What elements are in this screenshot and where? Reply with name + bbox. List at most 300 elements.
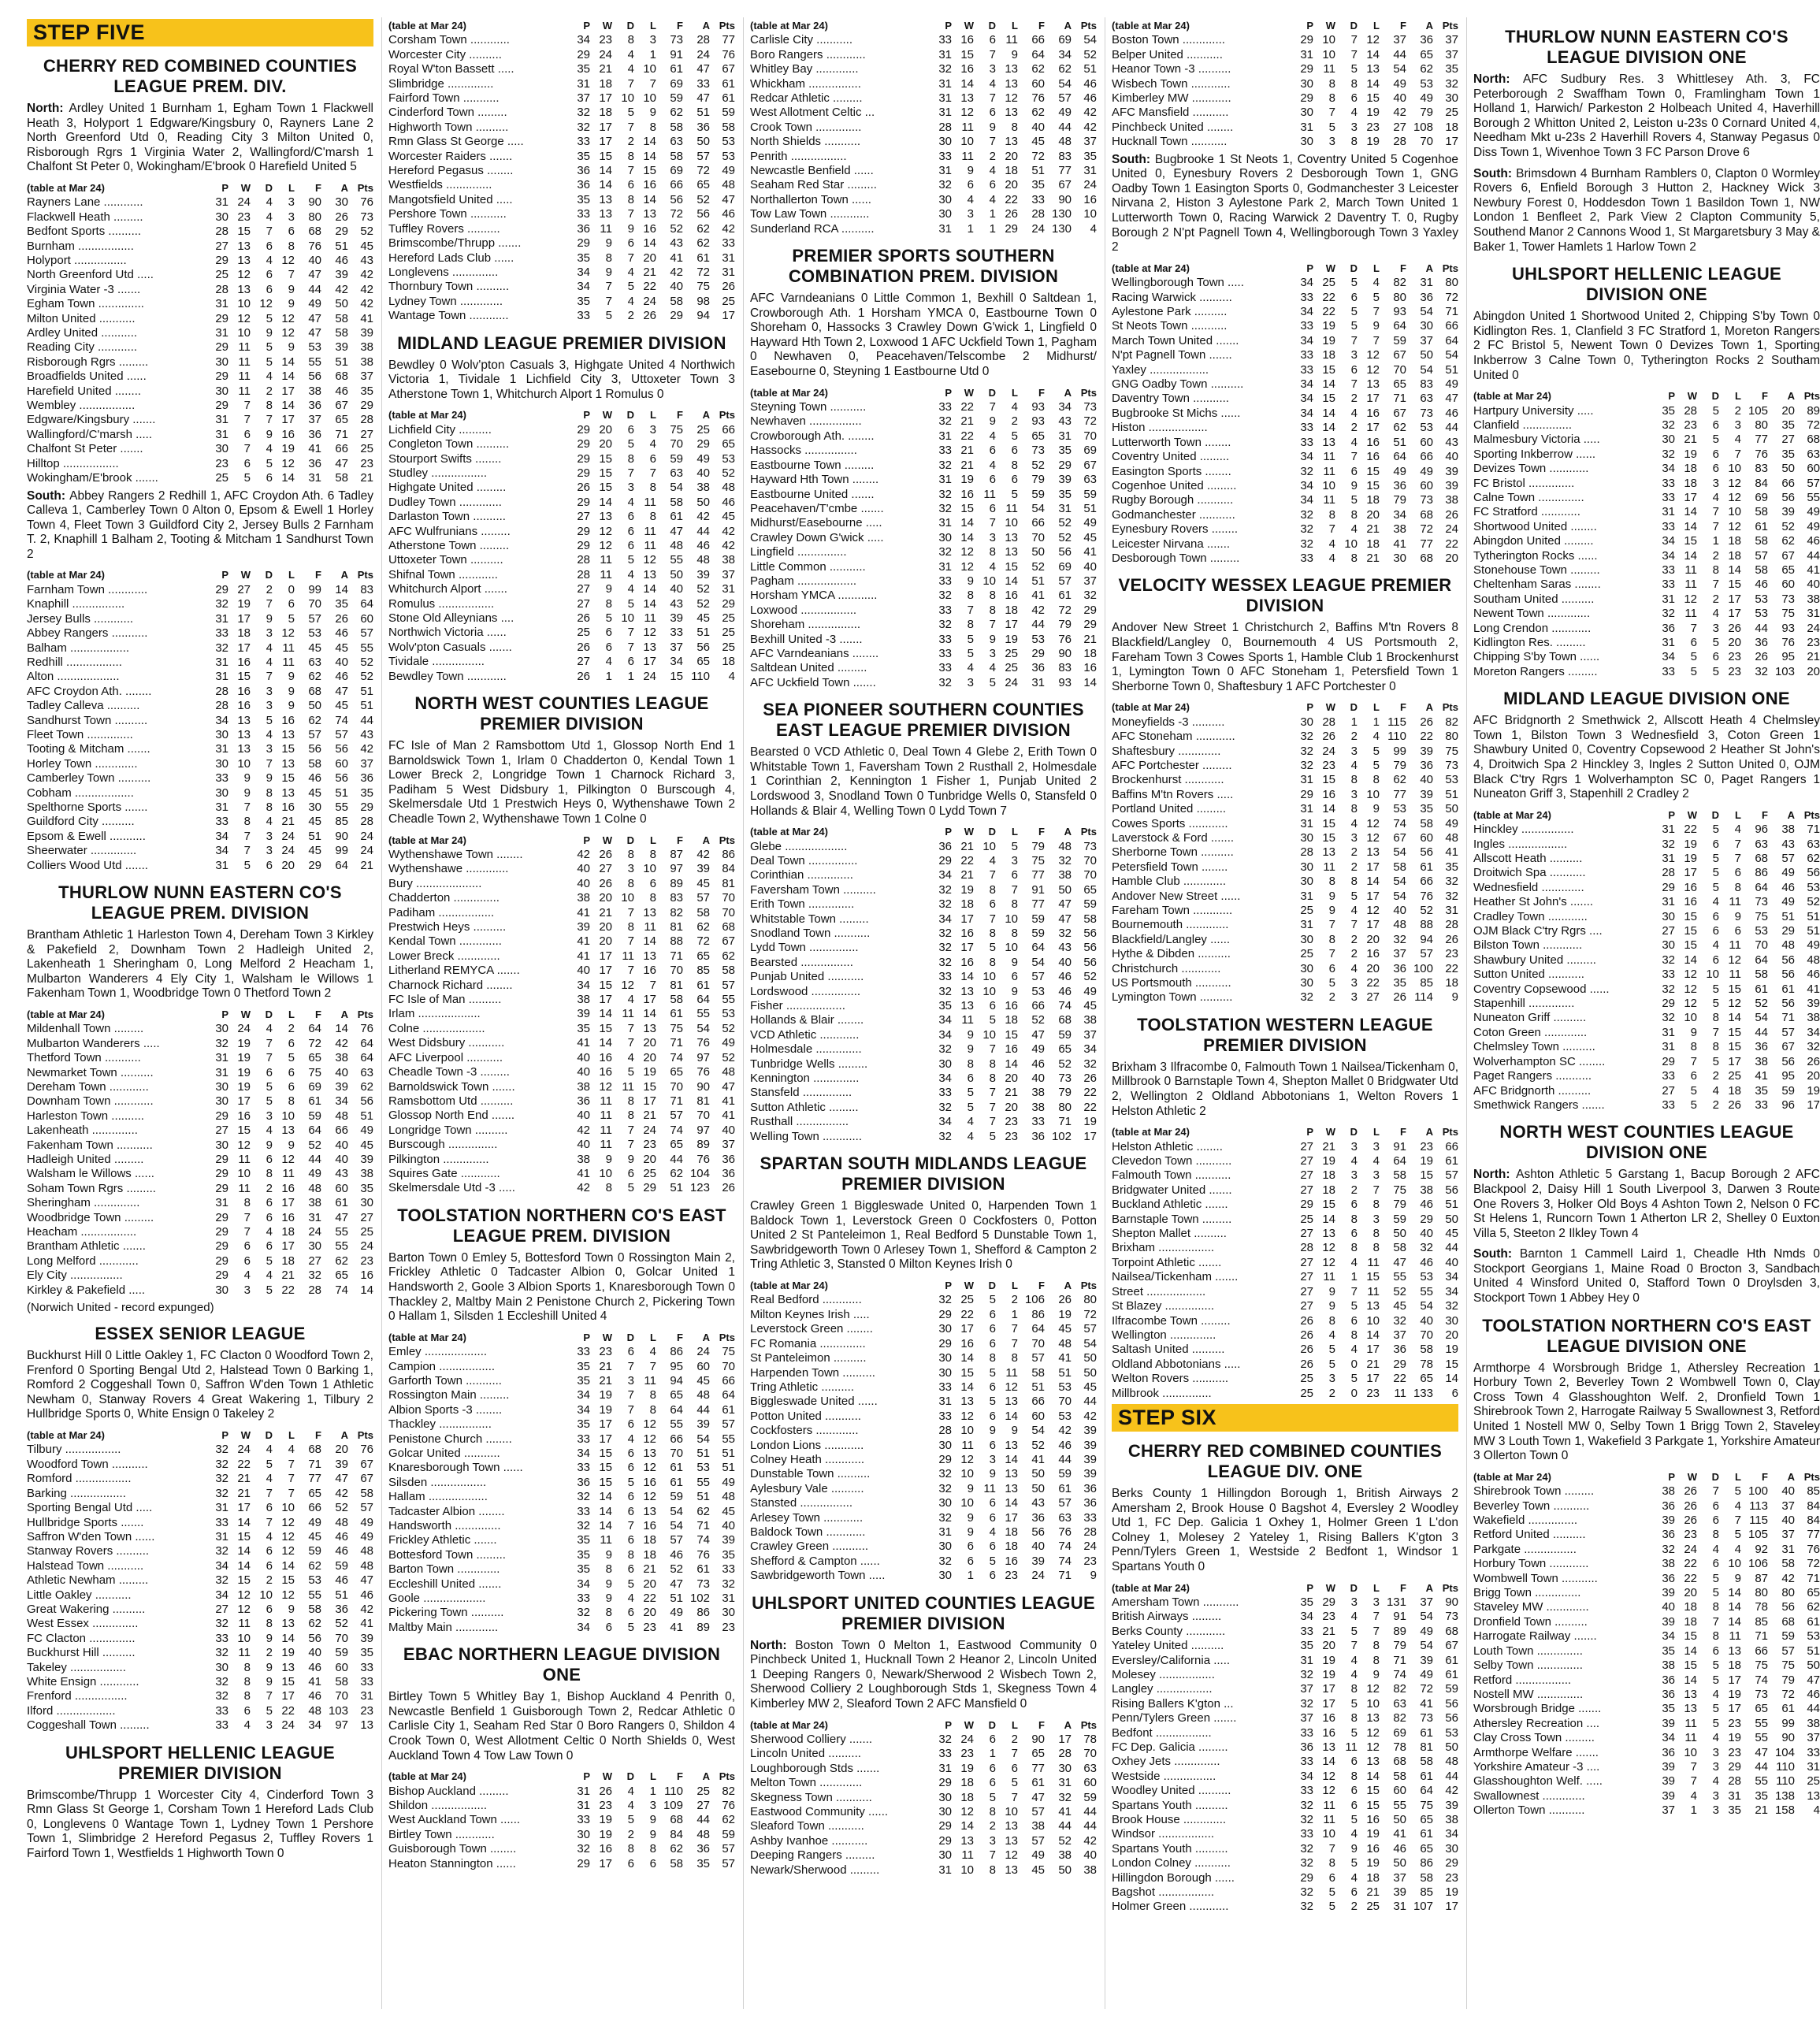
- table-row: [27, 583, 373, 597]
- stat-cell: 45: [1083, 1380, 1097, 1394]
- stat-cell: 7: [649, 466, 656, 480]
- stat-cell: 28: [1083, 1525, 1097, 1539]
- stat-cell: 95: [1781, 1069, 1795, 1083]
- team-name: Erith Town ..............: [750, 897, 855, 912]
- stat-cell: 6: [266, 268, 273, 282]
- stat-cell: 30: [1445, 1313, 1458, 1328]
- league-title: SEA PIONEER SOUTHERN COUNTIES EAST LEAGUE PREMIER DIVISION: [763, 700, 1084, 741]
- stat-cell: 5: [1734, 1528, 1741, 1542]
- table-row: [388, 641, 735, 655]
- stat-cell: 5: [1712, 866, 1719, 880]
- league-title: THURLOW NUNN EASTERN CO'S LEAGUE PREM. DIVISION: [58, 882, 342, 923]
- team-name: Kendal Town .............: [388, 934, 502, 949]
- team-name: Frenford ................: [27, 1689, 128, 1703]
- stat-cell: 32: [1300, 464, 1313, 478]
- stat-cell: 5: [1350, 62, 1358, 76]
- stat-cell: 52: [696, 596, 710, 611]
- stat-cell: 16: [281, 1210, 295, 1224]
- stat-cell: 40: [1393, 904, 1406, 917]
- table-header-cell: L: [288, 1429, 295, 1442]
- stat-cell: 14: [1728, 1586, 1741, 1600]
- stat-cell: 3: [266, 699, 273, 713]
- stat-cell: 37: [1662, 1803, 1675, 1818]
- stat-cell: 48: [696, 1827, 710, 1841]
- team-name: Tytherington Rocks ......: [1473, 548, 1598, 563]
- stat-cell: 89: [1393, 1624, 1406, 1638]
- team-name: AFC Uckfield Town .......: [750, 675, 876, 689]
- team-name: Colney Heath ............: [750, 1452, 865, 1466]
- stat-cell: 29: [1300, 1198, 1313, 1212]
- stat-cell: 16: [643, 221, 656, 236]
- team-name: Retford .................: [1473, 1673, 1572, 1687]
- stat-cell: 4: [266, 655, 273, 669]
- stat-cell: 53: [696, 1461, 710, 1475]
- league-table: [388, 1770, 735, 1871]
- stat-cell: 17: [1366, 860, 1380, 874]
- team-name: Colliers Wood Utd .......: [27, 858, 148, 872]
- stat-cell: 35: [577, 192, 590, 206]
- stat-cell: 42: [722, 524, 735, 538]
- stat-cell: 16: [1366, 450, 1380, 464]
- stat-cell: 50: [1031, 545, 1045, 559]
- stat-cell: 33: [360, 1660, 373, 1674]
- stat-cell: 8: [1328, 932, 1335, 946]
- stat-cell: 7: [1372, 1624, 1380, 1638]
- stat-cell: 11: [282, 1167, 295, 1181]
- stat-cell: 83: [1058, 149, 1072, 163]
- stat-cell: 8: [605, 1606, 612, 1620]
- stat-cell: 14: [599, 1490, 612, 1504]
- stat-cell: 24: [360, 844, 373, 858]
- stat-cell: 26: [1728, 621, 1741, 635]
- stat-cell: 34: [1083, 1042, 1097, 1057]
- table-row: [27, 428, 373, 442]
- stat-cell: 30: [938, 1569, 952, 1583]
- stat-cell: 4: [967, 661, 974, 675]
- stat-cell: 37: [1083, 574, 1097, 588]
- stat-cell: 33: [1083, 1510, 1097, 1525]
- stat-cell: 9: [1328, 1284, 1335, 1298]
- stat-cell: 6: [288, 597, 295, 611]
- team-name: Litherland REMYCA .......: [388, 964, 520, 978]
- stat-cell: 49: [308, 297, 321, 311]
- stat-cell: 7: [243, 442, 251, 456]
- stat-cell: 22: [1684, 1571, 1697, 1585]
- stat-cell: 27: [1300, 1183, 1313, 1197]
- stat-cell: 49: [722, 164, 735, 178]
- stat-cell: 4: [1350, 406, 1358, 420]
- stat-cell: 34: [1300, 1769, 1313, 1783]
- stat-cell: 18: [960, 897, 974, 912]
- stat-cell: 39: [1445, 1798, 1458, 1812]
- stat-cell: 48: [696, 553, 710, 567]
- table-row: [1112, 1827, 1458, 1841]
- table-row: [750, 429, 1097, 444]
- table-row: [750, 164, 1097, 178]
- team-name: AFC Liverpool ...........: [388, 1050, 503, 1064]
- stat-cell: 4: [266, 641, 273, 655]
- team-name: Holmesdale ..............: [750, 1042, 862, 1057]
- stat-cell: 7: [989, 47, 996, 61]
- stat-cell: 1: [627, 669, 634, 683]
- stat-cell: 4: [627, 1784, 634, 1798]
- stat-cell: 32: [938, 589, 952, 603]
- stat-cell: 9: [266, 427, 273, 441]
- stat-cell: 29: [360, 800, 373, 814]
- stat-cell: 63: [670, 466, 683, 480]
- stat-cell: 26: [577, 611, 590, 625]
- stat-cell: 33: [938, 603, 952, 617]
- stat-cell: 46: [1058, 984, 1072, 998]
- table-header-cell: (table at Mar 24): [27, 1429, 105, 1442]
- stat-cell: 77: [1755, 433, 1768, 447]
- stat-cell: 6: [1350, 1227, 1358, 1241]
- stat-cell: 7: [243, 399, 251, 413]
- stat-cell: 38: [1420, 1183, 1433, 1197]
- stat-cell: 52: [722, 466, 735, 480]
- stat-cell: 5: [989, 1395, 996, 1409]
- stat-cell: 40: [1058, 955, 1072, 969]
- table-header-cell: W: [240, 1429, 251, 1442]
- stat-cell: 36: [577, 221, 590, 236]
- stat-cell: 44: [1445, 1769, 1458, 1783]
- stat-cell: 11: [1684, 607, 1697, 621]
- table-row: [750, 473, 1097, 487]
- stat-cell: 39: [1807, 997, 1820, 1011]
- stat-cell: 4: [266, 210, 273, 224]
- stat-cell: 55: [335, 1225, 348, 1239]
- stat-cell: 6: [605, 1620, 612, 1634]
- table-row: [750, 604, 1097, 618]
- stat-cell: 6: [266, 1558, 273, 1573]
- table-header-cell: A: [1064, 20, 1072, 32]
- stat-cell: 23: [1366, 120, 1380, 134]
- stat-cell: 45: [722, 510, 735, 524]
- stat-cell: 26: [1300, 1357, 1313, 1371]
- stat-cell: 6: [1011, 970, 1018, 984]
- stat-cell: 9: [288, 282, 295, 296]
- stat-cell: 31: [938, 221, 952, 236]
- stat-cell: 44: [1807, 1702, 1820, 1716]
- stat-cell: 29: [335, 225, 348, 239]
- stat-cell: 23: [599, 1345, 612, 1359]
- stat-cell: 30: [1300, 830, 1313, 845]
- stat-cell: 12: [621, 978, 634, 992]
- table-header-cell: (table at Mar 24): [27, 569, 105, 581]
- stat-cell: 8: [266, 1617, 273, 1631]
- stat-cell: 80: [1445, 730, 1458, 744]
- stat-cell: 7: [627, 905, 634, 919]
- stat-cell: 38: [1662, 1557, 1675, 1571]
- stat-cell: 15: [1366, 464, 1380, 478]
- team-name: Portland United .........: [1112, 802, 1227, 816]
- stat-cell: 29: [1662, 1054, 1675, 1068]
- table-header-cell: F: [315, 181, 321, 194]
- stat-cell: 7: [243, 800, 251, 814]
- stat-cell: 38: [577, 891, 590, 905]
- table-row: [388, 670, 735, 684]
- table-row: [27, 355, 373, 370]
- table-row: [388, 1374, 735, 1388]
- table-row: [1112, 348, 1458, 362]
- team-name: Hucknall Town ...........: [1112, 135, 1228, 149]
- stat-cell: 36: [1662, 1673, 1675, 1687]
- table-row: [1473, 1731, 1820, 1745]
- stat-cell: 6: [266, 282, 273, 296]
- table-row: [388, 1577, 735, 1592]
- team-name: White Ensign ............: [27, 1674, 139, 1688]
- table-row: [27, 1269, 373, 1283]
- stat-cell: 58: [670, 993, 683, 1007]
- table-row: [1112, 1697, 1458, 1711]
- stat-cell: 60: [335, 756, 348, 771]
- stat-cell: 72: [696, 934, 710, 949]
- stat-cell: 9: [605, 236, 612, 251]
- stat-cell: 29: [1031, 646, 1045, 660]
- stat-cell: 62: [1058, 62, 1072, 76]
- table-header-cell: F: [1038, 1280, 1045, 1292]
- stat-cell: 20: [1366, 932, 1380, 946]
- table-header-cell: L: [650, 409, 656, 422]
- stat-cell: 34: [577, 280, 590, 294]
- stat-cell: 79: [1031, 839, 1045, 853]
- table-row: [750, 1525, 1097, 1540]
- stat-cell: 42: [670, 265, 683, 279]
- table-row: [27, 1254, 373, 1269]
- stat-cell: 20: [1445, 1328, 1458, 1342]
- stat-cell: 7: [266, 225, 273, 239]
- stat-cell: 7: [627, 640, 634, 654]
- region-label: North:: [1473, 72, 1524, 86]
- stat-cell: 34: [577, 1388, 590, 1402]
- stat-cell: 27: [577, 510, 590, 524]
- table-row: [750, 574, 1097, 589]
- team-name: Tunbridge Wells .........: [750, 1057, 868, 1071]
- table-row: [1473, 418, 1820, 433]
- table-row: [1112, 1900, 1458, 1914]
- stat-cell: 9: [605, 1152, 612, 1166]
- stat-cell: 38: [1445, 1813, 1458, 1826]
- stat-cell: 61: [670, 1461, 683, 1475]
- stat-cell: 26: [1807, 1054, 1820, 1068]
- stat-cell: 6: [266, 858, 273, 872]
- stat-cell: 13: [643, 207, 656, 221]
- stat-cell: 7: [266, 1036, 273, 1050]
- table-header-cell: L: [288, 181, 295, 194]
- table-header-cell: D: [265, 1429, 273, 1442]
- team-name: Heather St John's .......: [1473, 895, 1594, 909]
- stat-cell: 19: [599, 1813, 612, 1827]
- stat-cell: 12: [281, 326, 295, 340]
- stat-cell: 8: [1328, 507, 1335, 522]
- team-name: Holmer Green ............: [1112, 1900, 1229, 1914]
- team-name: Helston Athletic ........: [1112, 1139, 1223, 1153]
- stat-cell: 5: [989, 941, 996, 955]
- table-header-cell: L: [1373, 262, 1380, 274]
- stat-cell: 34: [1300, 450, 1313, 464]
- stat-cell: 34: [1300, 276, 1313, 290]
- stat-cell: 31: [308, 1210, 321, 1224]
- stat-cell: 34: [1662, 462, 1675, 476]
- stat-cell: 10: [643, 91, 656, 106]
- stat-cell: 7: [627, 120, 634, 134]
- stat-cell: 37: [1300, 1711, 1313, 1725]
- stat-cell: 97: [696, 1123, 710, 1137]
- stat-cell: 6: [627, 1446, 634, 1460]
- team-name: Studley .................: [388, 466, 488, 480]
- stat-cell: 26: [1755, 650, 1768, 664]
- table-header-cell: W: [1325, 1581, 1335, 1594]
- table-row: [1112, 773, 1458, 787]
- stat-cell: 61: [1755, 519, 1768, 533]
- stat-cell: 54: [1083, 33, 1097, 47]
- stat-cell: 9: [1090, 1569, 1097, 1583]
- table-row: [750, 927, 1097, 941]
- stat-cell: 8: [627, 920, 634, 934]
- team-name: Romford .................: [27, 1472, 132, 1486]
- table-row: [1112, 1813, 1458, 1827]
- stat-cell: 37: [1420, 333, 1433, 347]
- stat-cell: 11: [622, 1007, 634, 1021]
- stat-cell: 44: [308, 1153, 321, 1167]
- table-row: [388, 1606, 735, 1620]
- stat-cell: 6: [989, 1761, 996, 1775]
- stat-cell: 35: [1058, 444, 1072, 458]
- table-row: [1473, 607, 1820, 621]
- stat-cell: 99: [308, 582, 321, 596]
- stat-cell: 61: [670, 1007, 683, 1021]
- stat-cell: 44: [696, 1813, 710, 1827]
- table-header-cell: D: [265, 569, 273, 581]
- stat-cell: 57: [308, 727, 321, 741]
- table-header-cell: P: [1668, 808, 1675, 821]
- stat-cell: 65: [1420, 1372, 1433, 1386]
- league-title: TOOLSTATION WESTERN LEAGUE PREMIER DIVISION: [1137, 1014, 1433, 1055]
- stat-cell: 90: [1781, 1731, 1795, 1745]
- stat-cell: 3: [649, 1799, 656, 1813]
- stat-cell: 36: [360, 771, 373, 786]
- stat-cell: 97: [696, 1050, 710, 1064]
- stat-cell: 22: [1005, 192, 1018, 206]
- stat-cell: 60: [1420, 435, 1433, 449]
- team-name: Flackwell Heath .........: [27, 210, 143, 224]
- stat-cell: 4: [266, 1225, 273, 1239]
- stat-cell: 18: [1366, 493, 1380, 507]
- table-row: [1112, 1668, 1458, 1682]
- stat-cell: 15: [1728, 1025, 1741, 1039]
- team-name: Milton Keynes Irish .....: [750, 1307, 870, 1321]
- table-header-cell: W: [1325, 1126, 1335, 1139]
- stat-cell: 13: [960, 984, 974, 998]
- stat-cell: 17: [960, 941, 974, 955]
- table-header-cell: W: [602, 409, 612, 422]
- stat-cell: 53: [1420, 76, 1433, 91]
- stat-cell: 10: [1083, 207, 1097, 221]
- stat-cell: 16: [643, 964, 656, 978]
- stat-cell: 40: [670, 582, 683, 596]
- stat-cell: 8: [1350, 1241, 1358, 1255]
- stat-cell: 45: [1031, 135, 1045, 149]
- stat-cell: 14: [1005, 1452, 1018, 1466]
- stat-cell: 50: [1445, 1212, 1458, 1226]
- stat-cell: 15: [599, 1021, 612, 1035]
- team-name: Bugbrooke St Michs ......: [1112, 406, 1241, 420]
- stat-cell: 15: [1005, 1027, 1018, 1042]
- stat-cell: 10: [643, 62, 656, 76]
- stat-cell: 5: [1712, 664, 1719, 678]
- stat-cell: 99: [1393, 744, 1406, 758]
- stat-cell: 38: [1807, 1716, 1820, 1730]
- table-row: [1112, 1799, 1458, 1813]
- stat-cell: 55: [722, 1432, 735, 1446]
- stat-cell: 70: [1083, 853, 1097, 867]
- stat-cell: 61: [1445, 1667, 1458, 1681]
- stat-cell: 1: [1011, 1307, 1018, 1321]
- stat-cell: 32: [1058, 927, 1072, 940]
- team-name: British Airways .........: [1112, 1610, 1222, 1624]
- stat-cell: 19: [1058, 1307, 1072, 1321]
- team-name: Longridge Town ..........: [388, 1123, 508, 1137]
- table-row: [388, 1167, 735, 1181]
- stat-cell: 30: [577, 1827, 590, 1841]
- team-name: Westside ................: [1112, 1769, 1216, 1783]
- table-header-cell: P: [583, 1331, 590, 1343]
- stat-cell: 75: [1781, 1659, 1795, 1673]
- stat-cell: 35: [360, 1181, 373, 1195]
- team-name: Rising Ballers K'gton ...: [1112, 1696, 1234, 1711]
- stat-cell: 34: [577, 1402, 590, 1417]
- stat-cell: 72: [308, 1036, 321, 1050]
- table-header-cell: F: [677, 1770, 683, 1783]
- results-paragraph: [27, 489, 373, 563]
- stat-cell: 11: [1323, 493, 1335, 507]
- stat-cell: 17: [281, 413, 295, 427]
- table-row: [1112, 845, 1458, 860]
- stat-cell: 46: [335, 670, 348, 684]
- stat-cell: 54: [1755, 1011, 1768, 1025]
- stat-cell: 45: [696, 1373, 710, 1387]
- stat-cell: 27: [599, 862, 612, 876]
- stat-cell: 19: [643, 1065, 656, 1079]
- table-header-cell: D: [1711, 808, 1719, 821]
- results-text: AFC Sudbury Res. 3 Whittlesey Ath. 3, FC Peterborough 2 Swaffham Town 0, Framlingham Town 1 Holland 1, Harwich/ Parkeston 2 Holbeach United 4, Haverhill Borough 2 Whitton United 2, Leiston u-23s 0 Cornard United 4, Needham Mkt u-23s 2 Haverhill Rovers 4, Stanway Pegasus 0 Diss Town 1, Wivenhoe Town 3 FC Parson Drove 6: [1473, 72, 1820, 159]
- stat-cell: 19: [237, 1080, 251, 1094]
- stat-cell: 16: [360, 1269, 373, 1283]
- table-row: [388, 1461, 735, 1475]
- stat-cell: 23: [643, 1620, 656, 1634]
- stat-cell: 29: [1300, 1870, 1313, 1885]
- stat-cell: 36: [1083, 1481, 1097, 1495]
- stat-cell: 14: [281, 370, 295, 384]
- table-row: [750, 676, 1097, 690]
- stat-cell: 18: [643, 1533, 656, 1547]
- table-row: [388, 949, 735, 964]
- team-name: Berks County ............: [1112, 1624, 1226, 1638]
- stat-cell: 23: [722, 1620, 735, 1634]
- table-header-cell: (table at Mar 24): [388, 20, 466, 32]
- stat-cell: 71: [1781, 1011, 1795, 1025]
- stat-cell: 57: [335, 727, 348, 741]
- stat-cell: 4: [1712, 1774, 1719, 1789]
- stat-cell: 21: [281, 815, 295, 829]
- stat-cell: 58: [1083, 912, 1097, 926]
- stat-cell: 34: [1662, 548, 1675, 563]
- stat-cell: 69: [670, 76, 683, 91]
- stat-cell: 17: [1083, 1129, 1097, 1143]
- stat-cell: 19: [281, 1646, 295, 1660]
- stat-cell: 38: [1807, 592, 1820, 606]
- league-title: NORTH WEST COUNTIES LEAGUE DIVISION ONE: [1499, 1122, 1794, 1163]
